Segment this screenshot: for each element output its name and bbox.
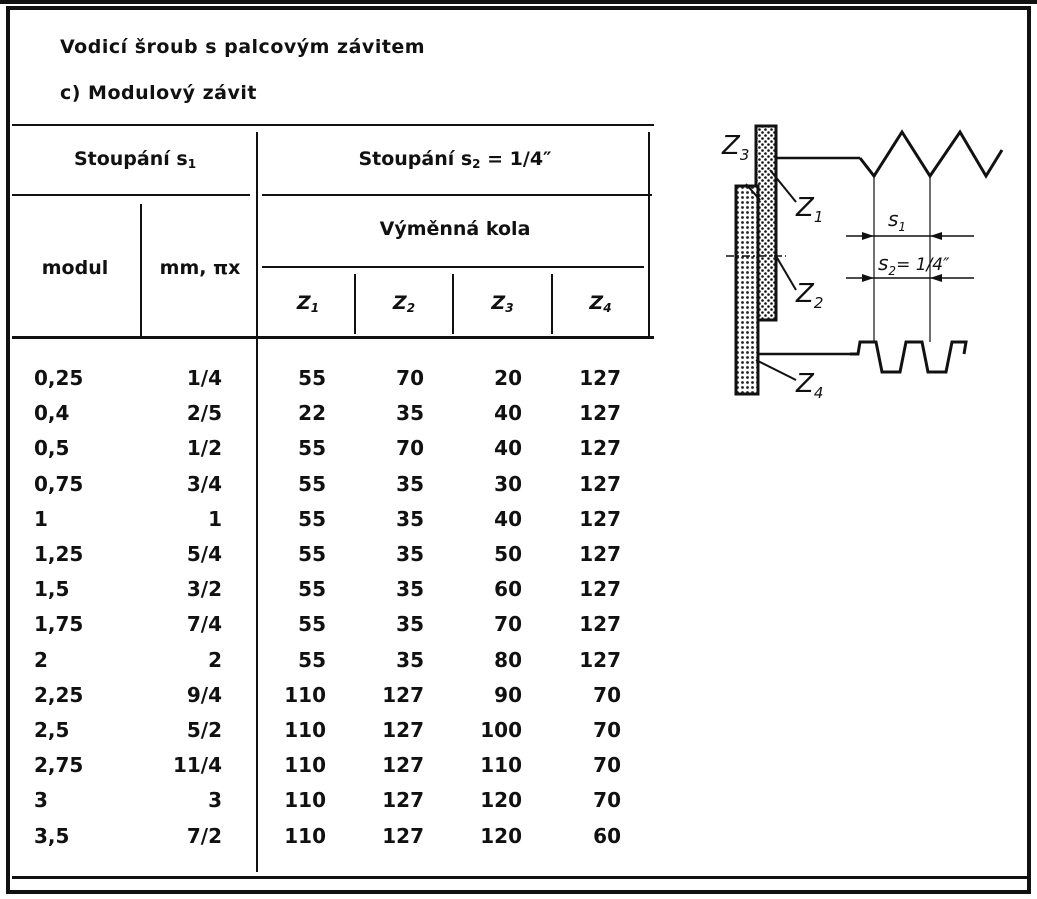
cell-mm: 2/5 [186,401,222,426]
gear-train-diagram [710,110,1030,410]
cell-modul: 3 [34,788,48,813]
cell-modul: 0,75 [34,471,84,496]
cell-z3: 40 [494,436,522,461]
cell-z4: 127 [579,542,621,566]
cell-z2: 70 [396,436,424,461]
cell-z2: 35 [396,506,424,531]
cell-z1: 110 [284,753,326,778]
header-bottom-rule [12,336,654,339]
cell-z2: 127 [382,753,424,778]
cell-z3: 100 [480,718,522,742]
cell-mm: 3/2 [186,577,222,602]
cell-modul: 2 [34,647,48,672]
cell-z4: 70 [593,682,621,707]
heading-module-thread: c) Modulový závit [60,82,257,104]
cell-modul: 3,5 [34,823,70,848]
cell-z2: 35 [396,647,424,672]
cell-z2: 35 [396,612,424,637]
subgroup-rule [262,266,644,268]
top-border [0,0,1037,4]
cell-modul: 0,4 [34,401,70,426]
cell-z2: 127 [382,788,424,813]
cell-mm: 3 [208,788,222,813]
cell-z4: 127 [579,506,621,531]
cell-z1: 55 [298,436,326,461]
cell-z3: 70 [494,612,522,637]
cell-z3: 50 [494,542,522,566]
cell-z4: 127 [579,647,621,672]
label-z2: $Z_2$ [796,279,824,312]
label-s1: $s_1$ [888,207,907,234]
cell-z1: 55 [298,647,326,672]
cell-modul: 0,25 [34,366,84,390]
cell-mm: 1/4 [186,366,222,390]
cell-z4: 127 [579,401,621,426]
cell-z3: 40 [494,401,522,426]
cell-z2: 127 [382,823,424,848]
cell-z1: 55 [298,577,326,602]
cell-z1: 55 [298,366,326,390]
cell-z2: 127 [382,682,424,707]
cell-z4: 127 [579,471,621,496]
cell-z3: 90 [494,682,522,707]
cell-z3: 30 [494,471,522,496]
cell-mm: 5/4 [186,542,222,566]
label-z4: $Z_4$ [796,369,824,402]
cell-modul: 1,75 [34,612,84,637]
cell-modul: 2,5 [34,718,70,742]
cell-z3: 120 [480,823,522,848]
header-stoupani-s1: Stoupání $s_1$ [73,148,197,171]
cell-z4: 60 [593,823,621,848]
header-z1: $Z_1$ [296,292,320,315]
vline-modul-mm [140,204,142,338]
cell-z2: 35 [396,542,424,566]
cell-z3: 80 [494,647,522,672]
cell-z3: 110 [480,753,522,778]
cell-z1: 110 [284,823,326,848]
cell-modul: 1 [34,506,48,531]
header-vymenna-kola: Výměnná kola [379,218,531,240]
cell-z4: 70 [593,718,621,742]
cell-z1: 55 [298,542,326,566]
cell-mm: 7/4 [186,612,222,637]
cell-z1: 22 [298,401,326,426]
cell-z2: 127 [382,718,424,742]
cell-z2: 70 [396,366,424,390]
header-modul: modul [41,257,109,279]
header-z3: $Z_3$ [491,292,514,315]
table-bottom-rule [12,876,1027,879]
cell-mm: 1 [208,506,222,531]
label-z1: $Z_1$ [796,193,824,226]
header-z4: $Z_4$ [589,292,612,315]
gear-z3-z4-shaft [736,186,758,394]
cell-modul: 1,25 [34,542,84,566]
cell-modul: 1,5 [34,577,70,602]
cell-mm: 5/2 [186,718,222,742]
cell-mm: 7/2 [186,823,222,848]
cell-z4: 127 [579,577,621,602]
cell-mm: 3/4 [186,471,222,496]
cell-z3: 40 [494,506,522,531]
cell-z3: 120 [480,788,522,813]
cell-z2: 35 [396,577,424,602]
cell-z1: 110 [284,788,326,813]
group1-rule [12,194,250,196]
cell-z2: 35 [396,471,424,496]
cell-z1: 55 [298,506,326,531]
heading-lead-screw: Vodicí šroub s palcovým závitem [60,36,426,58]
label-s2: $s_2^{= 1/4''}$ [878,251,950,278]
label-z3: $Z_3$ [722,131,750,164]
cell-mm: 1/2 [186,436,222,461]
cell-z1: 110 [284,682,326,707]
cell-z1: 55 [298,471,326,496]
table-top-rule [12,124,654,126]
cell-z4: 127 [579,366,621,390]
cell-mm: 9/4 [186,682,222,707]
cell-z3: 60 [494,577,522,602]
cell-z4: 127 [579,436,621,461]
group2-rule [262,194,652,196]
cell-modul: 2,25 [34,682,84,707]
cell-mm: 11/4 [172,753,222,778]
cell-z4: 127 [579,612,621,637]
cell-modul: 0,5 [34,436,70,461]
cell-z2: 35 [396,401,424,426]
cell-mm: 2 [208,647,222,672]
cell-z1: 110 [284,718,326,742]
header-z2: $Z_2$ [392,292,416,315]
cell-z1: 55 [298,612,326,637]
vline-right [648,132,650,336]
cell-modul: 2,75 [34,753,84,778]
cell-z4: 70 [593,753,621,778]
vline-group-divider [256,132,258,872]
cell-z3: 20 [494,366,522,390]
cell-z4: 70 [593,788,621,813]
header-stoupani-s2: Stoupání $s_2 = 1/4''$ [358,148,552,171]
header-mm-pix: mm, πx [159,257,241,279]
